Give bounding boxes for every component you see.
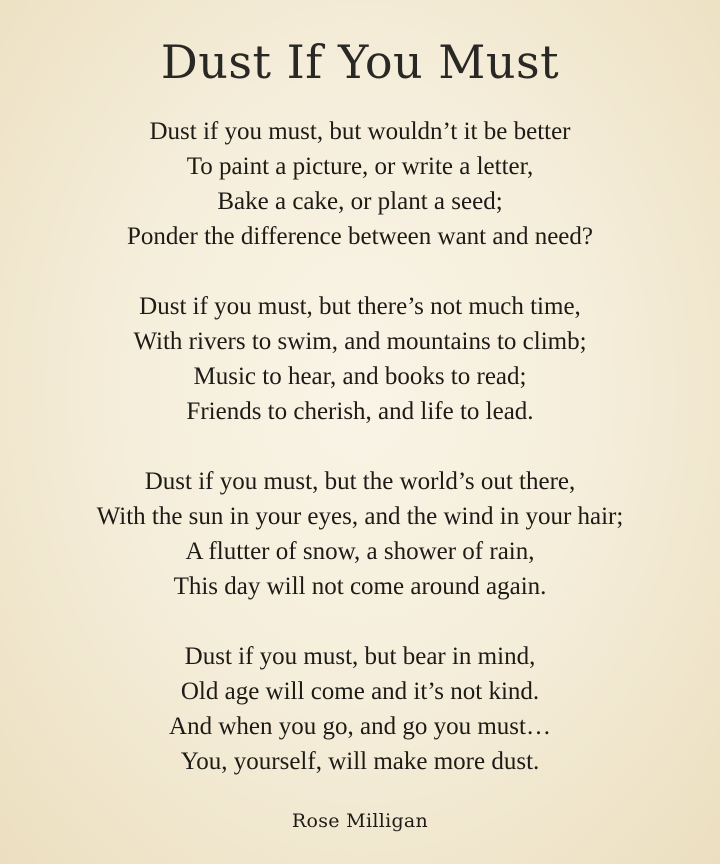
- poem-line: A flutter of snow, a shower of rain,: [185, 538, 535, 565]
- poem-line: Old age will come and it’s not kind.: [180, 678, 540, 705]
- stanza-4: [0, 639, 720, 779]
- stanza-2: [0, 289, 720, 429]
- poem-line: Dust if you must, but there’s not much time,: [139, 293, 581, 320]
- poem-line: Friends to cherish, and life to lead.: [186, 398, 534, 425]
- poem-line: And when you go, and go you must…: [169, 713, 551, 740]
- poem-body: [0, 114, 720, 814]
- poem-line: This day will not come around again.: [173, 573, 547, 600]
- poem-line: You, yourself, will make more dust.: [180, 748, 540, 775]
- poem-line: To paint a picture, or write a letter,: [186, 153, 534, 180]
- poem-line: With the sun in your eyes, and the wind in your hair;: [96, 503, 624, 530]
- stanza-1: [0, 114, 720, 254]
- poem-line: Music to hear, and books to read;: [193, 363, 527, 390]
- poem-line: Bake a cake, or plant a seed;: [217, 188, 503, 215]
- poem-line: Ponder the difference between want and need?: [127, 223, 593, 250]
- poem-author: Rose Milligan: [291, 810, 429, 832]
- stanza-3: [0, 464, 720, 604]
- poem-line: With rivers to swim, and mountains to climb;: [133, 328, 587, 355]
- poem-title: Dust If You Must: [160, 35, 560, 89]
- poem-line: Dust if you must, but wouldn’t it be better: [149, 118, 571, 145]
- poem-line: Dust if you must, but the world’s out there,: [144, 468, 576, 495]
- poem-line: Dust if you must, but bear in mind,: [184, 643, 536, 670]
